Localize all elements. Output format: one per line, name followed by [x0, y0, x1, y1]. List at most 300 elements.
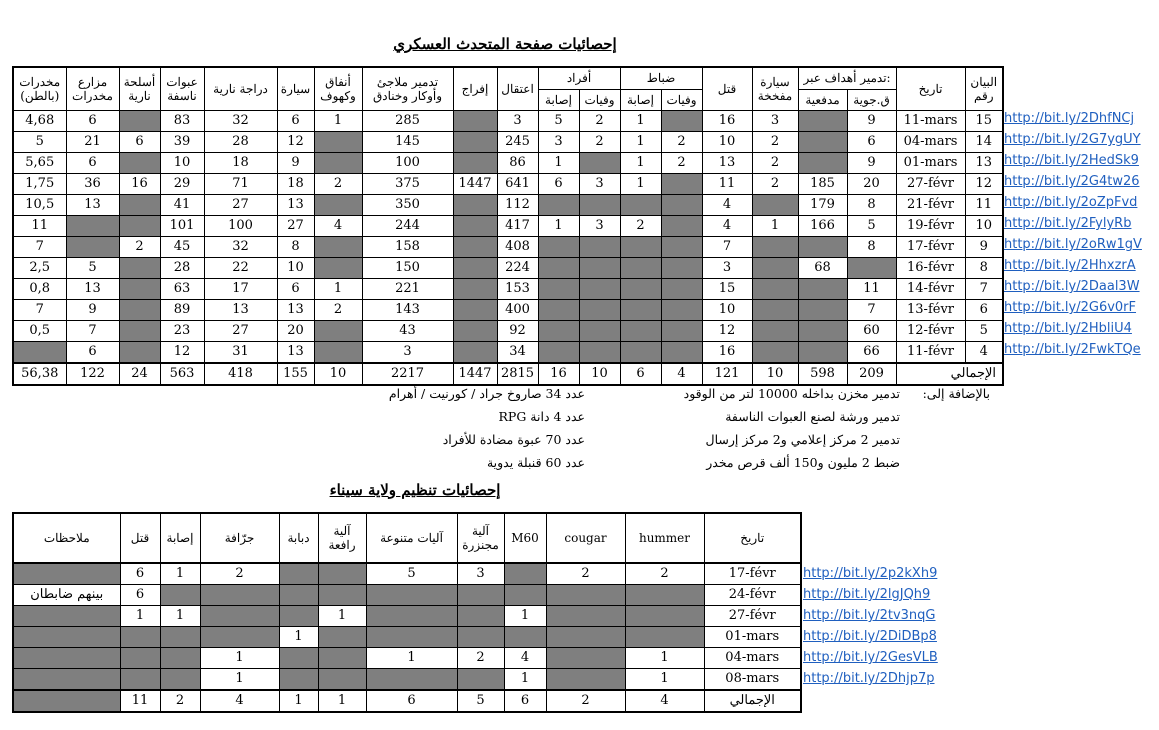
- table-cell: [318, 648, 366, 669]
- table-cell: 1447: [453, 173, 497, 194]
- total-cell: 10: [314, 363, 362, 385]
- note-line: عدد 60 قنبلة يدوية: [486, 455, 585, 470]
- note-line: ضبط 2 مليون و150 ألف قرص مخدر: [706, 455, 900, 470]
- table-cell: 8: [847, 194, 896, 215]
- table-cell: [798, 131, 847, 152]
- table-cell: 8: [277, 236, 314, 257]
- table-cell: 4,68: [13, 110, 66, 131]
- table-cell: [314, 257, 362, 278]
- source-link[interactable]: http://bit.ly/2oRw1gV: [1004, 237, 1142, 252]
- table-cell: [504, 627, 546, 648]
- table-cell: 31: [204, 341, 277, 363]
- table-cell: 1: [279, 627, 318, 648]
- table-row: [13, 648, 801, 669]
- table-cell: 6: [965, 299, 1003, 320]
- table-cell: 245: [497, 131, 538, 152]
- table-cell: 1: [620, 152, 661, 173]
- table-cell: 2: [314, 299, 362, 320]
- source-link[interactable]: http://bit.ly/2lgJQh9: [803, 587, 931, 602]
- table-cell: 150: [362, 257, 453, 278]
- source-link[interactable]: http://bit.ly/2p2kXh9: [803, 566, 938, 581]
- table-cell: 224: [497, 257, 538, 278]
- table-cell: [119, 299, 160, 320]
- table-cell: [661, 110, 702, 131]
- table-cell: 45: [160, 236, 204, 257]
- table-cell: 10: [702, 299, 752, 320]
- table-row: [13, 341, 1003, 363]
- table-cell: 1: [752, 215, 798, 236]
- table-cell: [538, 194, 579, 215]
- table-cell: 2: [661, 131, 702, 152]
- table-cell: [453, 194, 497, 215]
- table-cell: 6: [277, 110, 314, 131]
- table-cell: 4: [702, 194, 752, 215]
- table-row: [13, 194, 1003, 215]
- table-cell: [314, 152, 362, 173]
- table-cell: 7: [702, 236, 752, 257]
- col-header: آلية مجنزرة: [457, 513, 504, 563]
- table-cell: 285: [362, 110, 453, 131]
- table-cell: [453, 299, 497, 320]
- table-cell: [279, 606, 318, 627]
- table-cell: 5: [366, 563, 457, 585]
- table-cell: 08-mars: [704, 669, 801, 691]
- col-header: دبابة: [279, 513, 318, 563]
- table-cell: 32: [204, 110, 277, 131]
- table-cell: 5: [538, 110, 579, 131]
- table-cell: 2: [752, 173, 798, 194]
- total-cell: 4: [661, 363, 702, 385]
- table-cell: 1: [200, 648, 279, 669]
- table-cell: 39: [160, 131, 204, 152]
- table-cell: [798, 320, 847, 341]
- table-cell: 5: [13, 131, 66, 152]
- source-link[interactable]: http://bit.ly/2HedSk9: [1004, 153, 1139, 168]
- col-shelters: تدمير ملاجئ وأوكار وخنادق: [362, 67, 453, 110]
- table-cell: 2: [752, 152, 798, 173]
- table-cell: 244: [362, 215, 453, 236]
- table-cell: 28: [160, 257, 204, 278]
- table-cell: 7: [13, 299, 66, 320]
- table-row: [13, 563, 801, 585]
- total-cell: 1: [279, 690, 318, 712]
- note-line: تدمير 2 مركز إعلامي و2 مركز إرسال: [705, 432, 900, 447]
- table-cell: 63: [160, 278, 204, 299]
- table-cell: 13: [66, 278, 119, 299]
- total-cell: 6: [504, 690, 546, 712]
- table-cell: 36: [66, 173, 119, 194]
- table-cell: [752, 278, 798, 299]
- table-cell: [620, 320, 661, 341]
- table-cell: 350: [362, 194, 453, 215]
- table-cell: [279, 563, 318, 585]
- table-cell: 17: [204, 278, 277, 299]
- col-officers: ضباط: [620, 67, 702, 89]
- col-individuals-deaths: وفيات: [579, 89, 620, 110]
- table-cell: [752, 236, 798, 257]
- table-cell: [546, 627, 625, 648]
- table-cell: 71: [204, 173, 277, 194]
- table-cell: 43: [362, 320, 453, 341]
- table-cell: [579, 257, 620, 278]
- col-car: سيارة: [277, 67, 314, 110]
- total-cell: 11: [120, 690, 160, 712]
- table-cell: 11: [13, 215, 66, 236]
- table-cell: 408: [497, 236, 538, 257]
- col-motorcycle: دراجة نارية: [204, 67, 277, 110]
- table-cell: [798, 152, 847, 173]
- table-cell: 2: [314, 173, 362, 194]
- total-cell: 418: [204, 363, 277, 385]
- table-cell: [798, 299, 847, 320]
- table-cell: [625, 606, 704, 627]
- table-cell: 9: [66, 299, 119, 320]
- table-cell: 0,8: [13, 278, 66, 299]
- table-cell: [579, 320, 620, 341]
- col-tunnels: أنفاق وكهوف: [314, 67, 362, 110]
- table-cell: 1: [538, 215, 579, 236]
- col-statement: البيان رقم: [965, 67, 1003, 110]
- table-cell: 86: [497, 152, 538, 173]
- table-cell: 4: [965, 341, 1003, 363]
- table-cell: 13: [702, 152, 752, 173]
- total-cell: 209: [847, 363, 896, 385]
- table-cell: [200, 627, 279, 648]
- total-cell: 1447: [453, 363, 497, 385]
- table-cell: 14: [965, 131, 1003, 152]
- table-cell: 9: [277, 152, 314, 173]
- table-cell: [366, 627, 457, 648]
- table-cell: 179: [798, 194, 847, 215]
- col-firearms: أسلحة نارية: [119, 67, 160, 110]
- table-row: [13, 606, 801, 627]
- table-cell: 18: [204, 152, 277, 173]
- table-cell: [318, 627, 366, 648]
- col-release: إفراج: [453, 67, 497, 110]
- source-link[interactable]: http://bit.ly/2Dhjp7p: [803, 671, 935, 686]
- table-cell: 185: [798, 173, 847, 194]
- table-cell: 9: [847, 152, 896, 173]
- table-cell: 2: [620, 215, 661, 236]
- source-link[interactable]: http://bit.ly/2DhfNCj: [1004, 111, 1135, 126]
- table-row: [13, 627, 801, 648]
- table-cell: 10,5: [13, 194, 66, 215]
- col-airforce: ق.جوية: [847, 89, 896, 110]
- source-link[interactable]: http://bit.ly/2HhxzrA: [1004, 258, 1136, 273]
- table-cell: 1: [160, 563, 200, 585]
- table-cell: [453, 320, 497, 341]
- table-cell: 12-févr: [896, 320, 965, 341]
- table-cell: [453, 152, 497, 173]
- table-cell: [119, 110, 160, 131]
- table-cell: [579, 278, 620, 299]
- table-cell: 145: [362, 131, 453, 152]
- table-cell: 1: [314, 110, 362, 131]
- table-cell: 1: [504, 606, 546, 627]
- table-cell: 17-févr: [896, 236, 965, 257]
- table-cell: [847, 257, 896, 278]
- table-cell: [366, 585, 457, 606]
- table-cell: [457, 585, 504, 606]
- table-cell: 2: [546, 563, 625, 585]
- table-cell: [661, 257, 702, 278]
- table-cell: 11: [702, 173, 752, 194]
- table-cell: 417: [497, 215, 538, 236]
- table-cell: 60: [847, 320, 896, 341]
- total-cell: 2815: [497, 363, 538, 385]
- table-cell: 3: [497, 110, 538, 131]
- table-row: [13, 320, 1003, 341]
- table-cell: [546, 606, 625, 627]
- table-cell: 01-mars: [704, 627, 801, 648]
- table-cell: [538, 236, 579, 257]
- col-officers-deaths: وفيات: [661, 89, 702, 110]
- col-header: ملاحظات: [13, 513, 120, 563]
- table-row: [13, 257, 1003, 278]
- table-cell: [538, 257, 579, 278]
- table-cell: 3: [702, 257, 752, 278]
- table-cell: [314, 194, 362, 215]
- table-cell: 4: [314, 215, 362, 236]
- source-link[interactable]: http://bit.ly/2GesVLB: [803, 650, 938, 665]
- table-cell: [119, 278, 160, 299]
- total-cell: 10: [752, 363, 798, 385]
- table-row: [13, 152, 1003, 173]
- table-cell: [661, 215, 702, 236]
- table-cell: [119, 320, 160, 341]
- table-cell: [119, 215, 160, 236]
- table-cell: 27: [277, 215, 314, 236]
- table-cell: 8: [847, 236, 896, 257]
- table-cell: [538, 299, 579, 320]
- totals-row: [13, 363, 1003, 385]
- table-cell: [620, 257, 661, 278]
- table-cell: [457, 669, 504, 691]
- source-link[interactable]: http://bit.ly/2DiDBp8: [803, 629, 937, 644]
- table-cell: [279, 585, 318, 606]
- total-cell: 121: [702, 363, 752, 385]
- table-cell: 10: [702, 131, 752, 152]
- totals-label: الإجمالي: [704, 690, 801, 712]
- table-cell: 2,5: [13, 257, 66, 278]
- table-cell: 18: [277, 173, 314, 194]
- table-cell: 6: [120, 585, 160, 606]
- table-cell: 10: [965, 215, 1003, 236]
- table-cell: [579, 152, 620, 173]
- totals-label: الإجمالي: [896, 363, 1003, 385]
- table-cell: 10: [277, 257, 314, 278]
- table-row: [13, 278, 1003, 299]
- total-cell: 2217: [362, 363, 453, 385]
- table-cell: 153: [497, 278, 538, 299]
- bottom-title: إحصائيات تنظيم ولاية سيناء: [329, 481, 501, 499]
- table-cell: 1: [318, 606, 366, 627]
- table-cell: 11-févr: [896, 341, 965, 363]
- table-cell: 89: [160, 299, 204, 320]
- table-cell: 13: [277, 194, 314, 215]
- table-cell: [120, 669, 160, 691]
- table-cell: [661, 341, 702, 363]
- source-link[interactable]: http://bit.ly/2G7ygUY: [1004, 132, 1141, 147]
- table-cell: [798, 341, 847, 363]
- table-cell: [318, 669, 366, 691]
- table-cell: 21-févr: [896, 194, 965, 215]
- total-cell: 4: [625, 690, 704, 712]
- table-cell: [120, 627, 160, 648]
- table-cell: [661, 194, 702, 215]
- table-cell: 20: [277, 320, 314, 341]
- source-link[interactable]: http://bit.ly/2FwkTQe: [1004, 342, 1141, 357]
- note-line: عدد 4 دانة RPG: [498, 409, 585, 424]
- col-explosives: عبوات ناسفة: [160, 67, 204, 110]
- table-cell: [453, 236, 497, 257]
- col-drugs: مخدرات (بالطن): [13, 67, 66, 110]
- col-header: cougar: [546, 513, 625, 563]
- table-cell: [798, 110, 847, 131]
- table-cell: 29: [160, 173, 204, 194]
- table-cell: [752, 299, 798, 320]
- total-cell: 1: [318, 690, 366, 712]
- table-cell: 27-févr: [704, 606, 801, 627]
- table-cell: [579, 341, 620, 363]
- table-cell: 13: [277, 299, 314, 320]
- table-cell: 2: [579, 131, 620, 152]
- table-cell: 23: [160, 320, 204, 341]
- top-title: إحصائيات صفحة المتحدث العسكري: [393, 35, 617, 53]
- table-cell: 3: [752, 110, 798, 131]
- table-cell: 0,5: [13, 320, 66, 341]
- table-cell: [13, 341, 66, 363]
- col-targets: تدمير أهداف عبر:: [798, 67, 896, 89]
- table-cell: [453, 215, 497, 236]
- table-cell: 6: [277, 278, 314, 299]
- total-cell: 24: [119, 363, 160, 385]
- table-cell: [66, 215, 119, 236]
- table-cell: 27: [204, 194, 277, 215]
- table-cell: [661, 278, 702, 299]
- table-cell: [620, 236, 661, 257]
- table-cell: [752, 320, 798, 341]
- table-cell: [13, 563, 120, 585]
- source-link[interactable]: http://bit.ly/2tv3nqG: [803, 608, 936, 623]
- table-cell: 2: [457, 648, 504, 669]
- table-cell: 13: [277, 341, 314, 363]
- table-cell: 4: [702, 215, 752, 236]
- table-cell: [366, 606, 457, 627]
- table-cell: [314, 341, 362, 363]
- table-cell: 3: [362, 341, 453, 363]
- total-cell: 598: [798, 363, 847, 385]
- table-cell: 158: [362, 236, 453, 257]
- table-cell: 13-févr: [896, 299, 965, 320]
- table-cell: [66, 236, 119, 257]
- table-cell: [538, 278, 579, 299]
- source-link[interactable]: http://bit.ly/2G6v0rF: [1004, 300, 1137, 315]
- table-cell: 2: [119, 236, 160, 257]
- table-cell: [752, 257, 798, 278]
- table-cell: [119, 194, 160, 215]
- table-row: [13, 131, 1003, 152]
- note-line: عدد 70 عبوة مضادة للأفراد: [442, 432, 585, 447]
- col-artillery: مدفعية: [798, 89, 847, 110]
- table-cell: [538, 320, 579, 341]
- table-cell: 112: [497, 194, 538, 215]
- table-cell: 13: [965, 152, 1003, 173]
- source-link[interactable]: http://bit.ly/2G4tw26: [1004, 174, 1140, 189]
- table-cell: 5: [66, 257, 119, 278]
- table-cell: 1: [314, 278, 362, 299]
- table-row: [13, 173, 1003, 194]
- source-link[interactable]: http://bit.ly/2Daal3W: [1004, 279, 1140, 294]
- table-cell: 1,75: [13, 173, 66, 194]
- table-cell: [13, 627, 120, 648]
- col-header: آليات متنوعة: [366, 513, 457, 563]
- table-cell: [538, 341, 579, 363]
- note-line: تدمير ورشة لصنع العبوات الناسفة: [725, 409, 900, 424]
- table-cell: [625, 585, 704, 606]
- table-cell: [453, 110, 497, 131]
- table-cell: 04-mars: [896, 131, 965, 152]
- table-cell: 2: [661, 152, 702, 173]
- table-cell: 12: [702, 320, 752, 341]
- table-cell: 100: [204, 215, 277, 236]
- source-link[interactable]: http://bit.ly/2HbliU4: [1004, 321, 1132, 336]
- table-cell: 100: [362, 152, 453, 173]
- table-cell: 15: [702, 278, 752, 299]
- table-cell: [620, 341, 661, 363]
- table-row: [13, 585, 801, 606]
- table-row: [13, 236, 1003, 257]
- table-cell: 12: [277, 131, 314, 152]
- table-cell: 7: [965, 278, 1003, 299]
- table-cell: 1: [620, 173, 661, 194]
- table-cell: بينهم ضابطان: [13, 585, 120, 606]
- table-cell: 6: [66, 152, 119, 173]
- table-cell: 5: [847, 215, 896, 236]
- table-cell: 7: [847, 299, 896, 320]
- table-cell: [279, 669, 318, 691]
- table-cell: 6: [66, 341, 119, 363]
- table-cell: 6: [66, 110, 119, 131]
- table-cell: [318, 563, 366, 585]
- table-row: [13, 215, 1003, 236]
- table-cell: [620, 278, 661, 299]
- table-cell: 20: [847, 173, 896, 194]
- military-stats-table: [12, 66, 1004, 386]
- table-cell: [661, 173, 702, 194]
- table-cell: [620, 299, 661, 320]
- table-cell: 1: [366, 648, 457, 669]
- col-header: جرّافة: [200, 513, 279, 563]
- col-header: آلية رافعة: [318, 513, 366, 563]
- table-cell: [314, 131, 362, 152]
- table-cell: [579, 299, 620, 320]
- table-cell: 2: [752, 131, 798, 152]
- table-cell: [504, 563, 546, 585]
- table-cell: 375: [362, 173, 453, 194]
- table-cell: [119, 257, 160, 278]
- total-cell: 5: [457, 690, 504, 712]
- total-cell: 6: [366, 690, 457, 712]
- source-link[interactable]: http://bit.ly/2FylyRb: [1004, 216, 1132, 231]
- col-killed: قتل: [702, 67, 752, 110]
- source-link[interactable]: http://bit.ly/2oZpFvd: [1004, 195, 1138, 210]
- table-cell: 34: [497, 341, 538, 363]
- table-cell: [625, 627, 704, 648]
- total-cell: 56,38: [13, 363, 66, 385]
- total-cell: 155: [277, 363, 314, 385]
- table-cell: [13, 648, 120, 669]
